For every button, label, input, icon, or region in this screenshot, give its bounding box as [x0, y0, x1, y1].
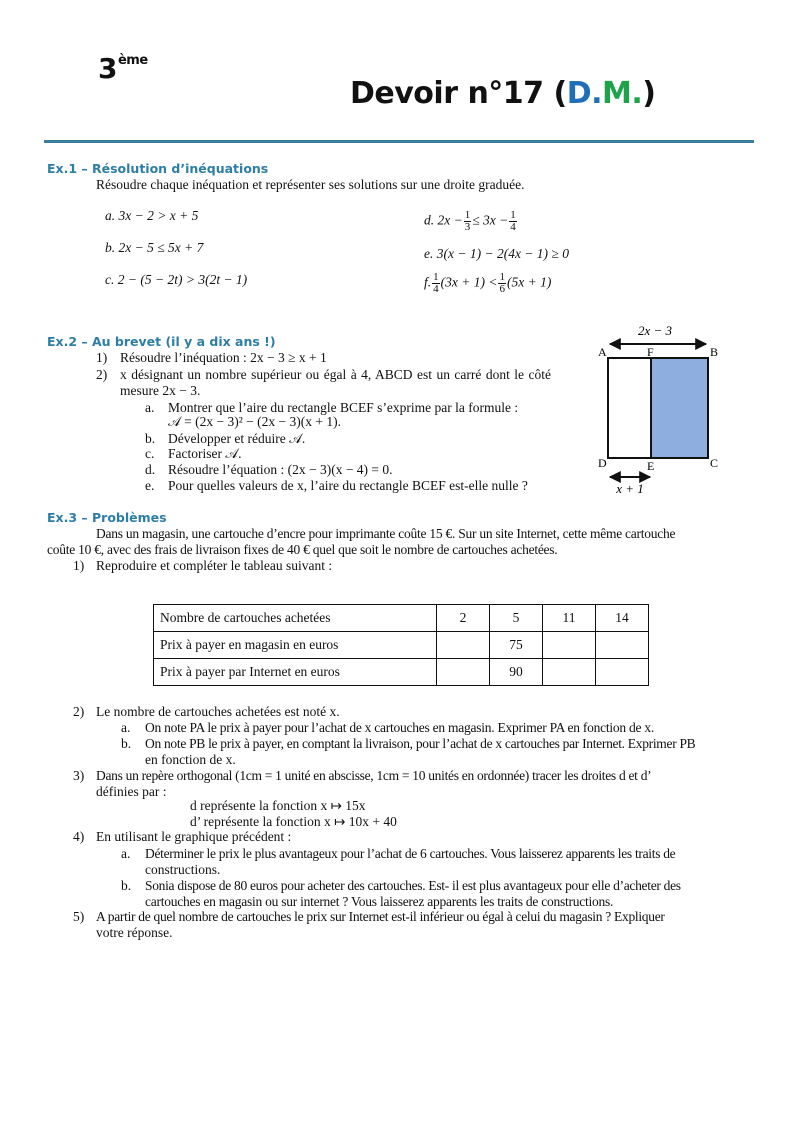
point-b-label: B [710, 345, 719, 359]
table-cell [596, 659, 649, 686]
ex3-q1: Reproduire et compléter le tableau suivant : [96, 558, 333, 573]
table-cell [543, 659, 596, 686]
ex2-sub-b-label: b. [145, 431, 156, 446]
ex3-q2b-line2: en fonction de x. [145, 752, 236, 767]
ex2-q2: x désignant un nombre supérieur ou égal à 4, ABCD est un carré dont le côté mesure 2x − 3. [120, 367, 551, 398]
table-cell: 2 [437, 605, 490, 632]
class-level [98, 52, 148, 85]
ex2-q1: Résoudre l’inéquation : 2x − 3 ≥ x + 1 [120, 350, 327, 365]
ex3-q4a-label: a. [121, 846, 131, 861]
ex3-q4b-line2: cartouches en magasin ou sur internet ? Vous laisserez apparents les traits de constructions. [145, 894, 614, 909]
ex1-item-f: f. $\frac{1}{4}$ (3x + 1) < $\frac{1}{6}$ (5x + 1) [424, 271, 552, 295]
ex3-q3-line1: Dans un repère orthogonal (1cm = 1 unité en abscisse, 1cm = 10 unités en ordonnée) tracer les droites d et d’ [96, 768, 652, 783]
ex2-sub-d-label: d. [145, 462, 156, 477]
table-row [154, 632, 649, 659]
class-level-number: 3 [98, 52, 117, 85]
point-a-label: A [598, 345, 607, 359]
ex3-title: Ex.3 – Problèmes [47, 510, 167, 525]
table-cell [596, 632, 649, 659]
header-divider [44, 140, 754, 143]
rectangle-bcef [651, 358, 708, 458]
ex2-sub-c: Factoriser 𝒜. [168, 446, 242, 461]
top-dimension-label: 2x − 3 [637, 323, 673, 338]
ex1-item-c: c. 2 − (5 − 2t) > 3(2t − 1) [105, 272, 248, 287]
ex2-sub-d: Résoudre l’équation : (2x − 3)(x − 4) = 0. [168, 462, 393, 477]
ex3-q5-line2: votre réponse. [96, 925, 173, 940]
table-cell: 14 [596, 605, 649, 632]
bottom-dimension-label: x + 1 [616, 481, 644, 496]
ex3-q3-line2: définies par : [96, 784, 167, 799]
ex2-sub-c-label: c. [145, 446, 155, 461]
table-row [154, 659, 649, 686]
ex3-q5-number: 5) [73, 909, 85, 924]
ex3-q4a-line1: Déterminer le prix le plus avantageux pour l’achat de 6 cartouches. Vous laisserez apparents les traits de [145, 846, 676, 861]
ex1-item-a: a. 3x − 2 > x + 5 [105, 208, 199, 223]
ex3-q5-line1: A partir de quel nombre de cartouches le prix sur Internet est-il inférieur ou égal à celui du magasin ? Expliquer [96, 909, 665, 924]
ex2-sub-e-label: e. [145, 478, 155, 493]
ex3-q4a-line2: constructions. [145, 862, 221, 877]
ex3-q3-function-d: d représente la fonction x ↦ 15x [190, 798, 366, 813]
point-d-label: D [598, 456, 607, 470]
table-cell: Prix à payer en magasin en euros [154, 632, 437, 659]
class-level-suffix: ème [117, 53, 148, 68]
table-cell: 75 [490, 632, 543, 659]
point-f-label: F [647, 345, 654, 359]
ex2-sub-b: Développer et réduire 𝒜. [168, 431, 306, 446]
ex3-q2b-line1: On note PB le prix à payer, en comptant la livraison, pour l’achat de x cartouches par Internet. Exprimer PB [145, 736, 696, 751]
ex3-q2: Le nombre de cartouches achetées est noté x. [96, 704, 340, 719]
table-cell: 90 [490, 659, 543, 686]
point-e-label: E [647, 459, 655, 473]
ex3-q2a: On note PA le prix à payer pour l’achat de x cartouches en magasin. Exprimer PA en fonction de x. [145, 720, 654, 735]
ex2-sub-a-label: a. [145, 400, 155, 415]
prices-table [153, 604, 649, 686]
ex1-item-b: b. 2x − 5 ≤ 5x + 7 [105, 240, 204, 255]
ex2-sub-a-formula: 𝒜 = (2x − 3)² − (2x − 3)(x + 1). [168, 414, 341, 429]
ex3-intro-line2: coûte 10 €, avec des frais de livraison fixes de 40 € quel que soit le nombre de cartouches achetées. [47, 542, 558, 557]
ex3-q4: En utilisant le graphique précédent : [96, 829, 292, 844]
ex1-instruction: Résoudre chaque inéquation et représenter ses solutions sur une droite graduée. [96, 177, 525, 192]
ex3-q2b-label: b. [121, 736, 132, 751]
ex1-item-d: d. 2x − $\frac{1}{3}$ ≤ 3x − $\frac{1}{4}$ [424, 209, 516, 233]
ex3-q3-number: 3) [73, 768, 85, 783]
title-m-letter: M. [602, 76, 643, 111]
table-cell: 11 [543, 605, 596, 632]
ex3-q2a-label: a. [121, 720, 131, 735]
ex2-q2-number: 2) [96, 367, 108, 382]
table-cell [543, 632, 596, 659]
point-c-label: C [710, 456, 719, 470]
table-cell [437, 659, 490, 686]
ex3-q4-number: 4) [73, 829, 85, 844]
ex3-q2-number: 2) [73, 704, 85, 719]
square-abcd-figure [592, 320, 732, 500]
ex1-item-e: e. 3(x − 1) − 2(4x − 1) ≥ 0 [424, 246, 569, 261]
table-cell [437, 632, 490, 659]
table-cell: Nombre de cartouches achetées [154, 605, 437, 632]
title-suffix: ) [642, 76, 656, 111]
title-prefix: Devoir n°17 ( [350, 76, 567, 111]
ex3-intro-line1: Dans un magasin, une cartouche d’encre pour imprimante coûte 15 €. Sur un site Internet, cette même cartouche [96, 526, 676, 541]
ex2-q1-number: 1) [96, 350, 108, 365]
ex3-q3-function-dprime: d’ représente la fonction x ↦ 10x + 40 [190, 814, 397, 829]
table-row [154, 605, 649, 632]
ex2-sub-e: Pour quelles valeurs de x, l’aire du rectangle BCEF est-elle nulle ? [168, 478, 528, 493]
ex3-q4b-label: b. [121, 878, 132, 893]
ex1-title: Ex.1 – Résolution d’inéquations [47, 161, 269, 176]
ex3-q4b-line1: Sonia dispose de 80 euros pour acheter des cartouches. Est- il est plus avantageux pour elle d’acheter des [145, 878, 681, 893]
ex2-sub-a: Montrer que l’aire du rectangle BCEF s’exprime par la formule : [168, 400, 519, 415]
ex2-title: Ex.2 – Au brevet (il y a dix ans !) [47, 334, 276, 349]
title-d-letter: D. [566, 76, 603, 111]
ex3-q1-number: 1) [73, 558, 85, 573]
table-cell: 5 [490, 605, 543, 632]
page-title [350, 76, 655, 111]
table-cell: Prix à payer par Internet en euros [154, 659, 437, 686]
